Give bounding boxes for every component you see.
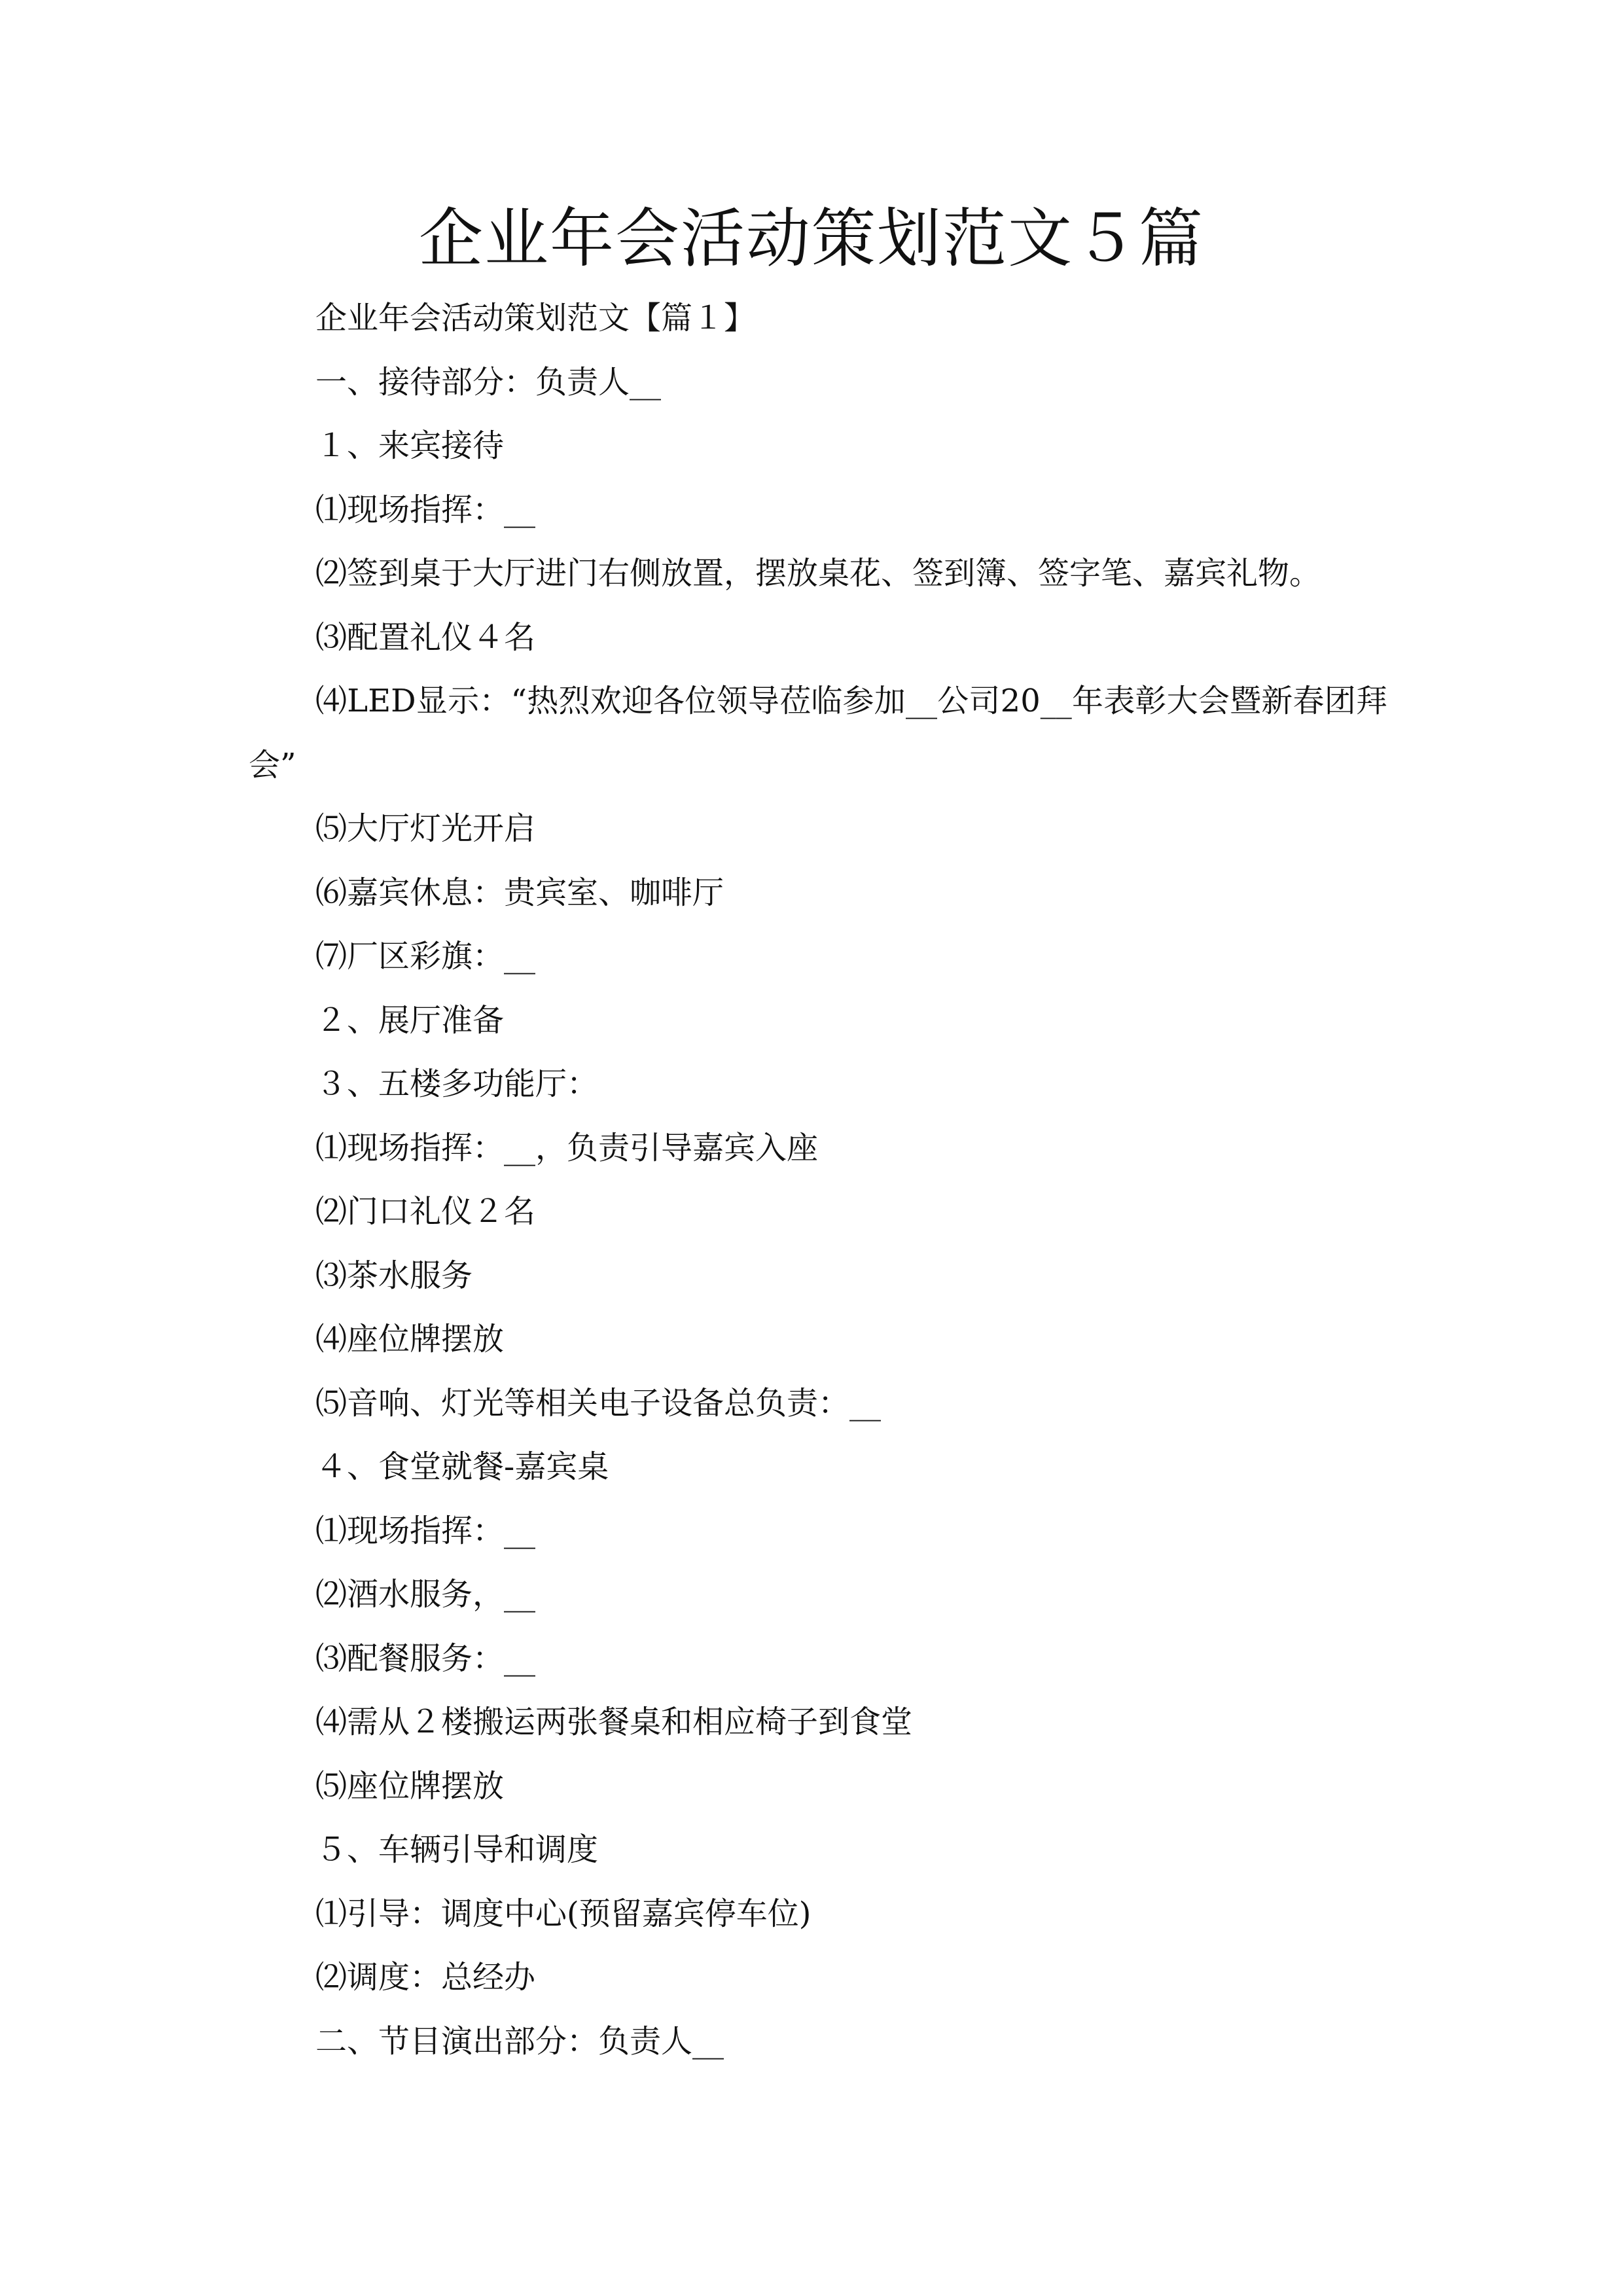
- item-heading: ２、展厅准备: [315, 1001, 505, 1039]
- list-item: ⑶茶水服务: [315, 1257, 473, 1294]
- list-item: ⑶配置礼仪４名: [315, 619, 536, 656]
- document-title: 企业年会活动策划范文５篇: [418, 202, 1204, 276]
- list-item: ⑹嘉宾休息：贵宾室、咖啡厅: [315, 874, 724, 911]
- list-item: ⑵门口礼仪２名: [315, 1193, 536, 1230]
- part-heading: 二、节目演出部分：负责人__: [315, 2022, 724, 2060]
- list-item: ⑺厂区彩旗：__: [315, 938, 536, 975]
- list-item: ⑶配餐服务：__: [315, 1640, 536, 1677]
- list-item: ⑸大厅灯光开启: [315, 810, 536, 847]
- list-item: ⑵签到桌于大厅进门右侧放置，摆放桌花、签到簿、签字笔、嘉宾礼物。: [315, 555, 1321, 592]
- part-heading: 一、接待部分：负责人__: [315, 363, 662, 401]
- document-body: [249, 287, 1387, 2073]
- list-item: ⑵酒水服务，__: [315, 1576, 536, 1613]
- item-heading: ５、车辆引导和调度: [315, 1831, 599, 1868]
- list-item: ⑷需从２楼搬运两张餐桌和相应椅子到食堂: [315, 1704, 913, 1740]
- item-heading: １、来宾接待: [315, 427, 505, 464]
- section-heading: 企业年会活动策划范文【篇１】: [315, 300, 756, 336]
- list-item: ⑷座位牌摆放: [315, 1321, 505, 1357]
- list-item: ⑴现场指挥：__，负责引导嘉宾入座: [315, 1129, 819, 1166]
- list-item: ⑸音响、灯光等相关电子设备总负责：__: [315, 1384, 882, 1422]
- item-heading: ３、五楼多功能厅：: [315, 1066, 599, 1102]
- item-heading: ４、食堂就餐-嘉宾桌: [315, 1448, 609, 1485]
- list-item: ⑵调度：总经办: [315, 1959, 536, 1996]
- list-item: ⑴现场指挥：__: [315, 1512, 536, 1549]
- list-item: ⑸座位牌摆放: [315, 1767, 505, 1804]
- list-item: ⑴引导：调度中心(预留嘉宾停车位): [315, 1895, 812, 1932]
- list-item: ⑷LED显示：“热烈欢迎各位领导莅临参加__公司20__年表彰大会暨新春团拜会”: [249, 683, 1387, 783]
- list-item: ⑴现场指挥：__: [315, 491, 536, 528]
